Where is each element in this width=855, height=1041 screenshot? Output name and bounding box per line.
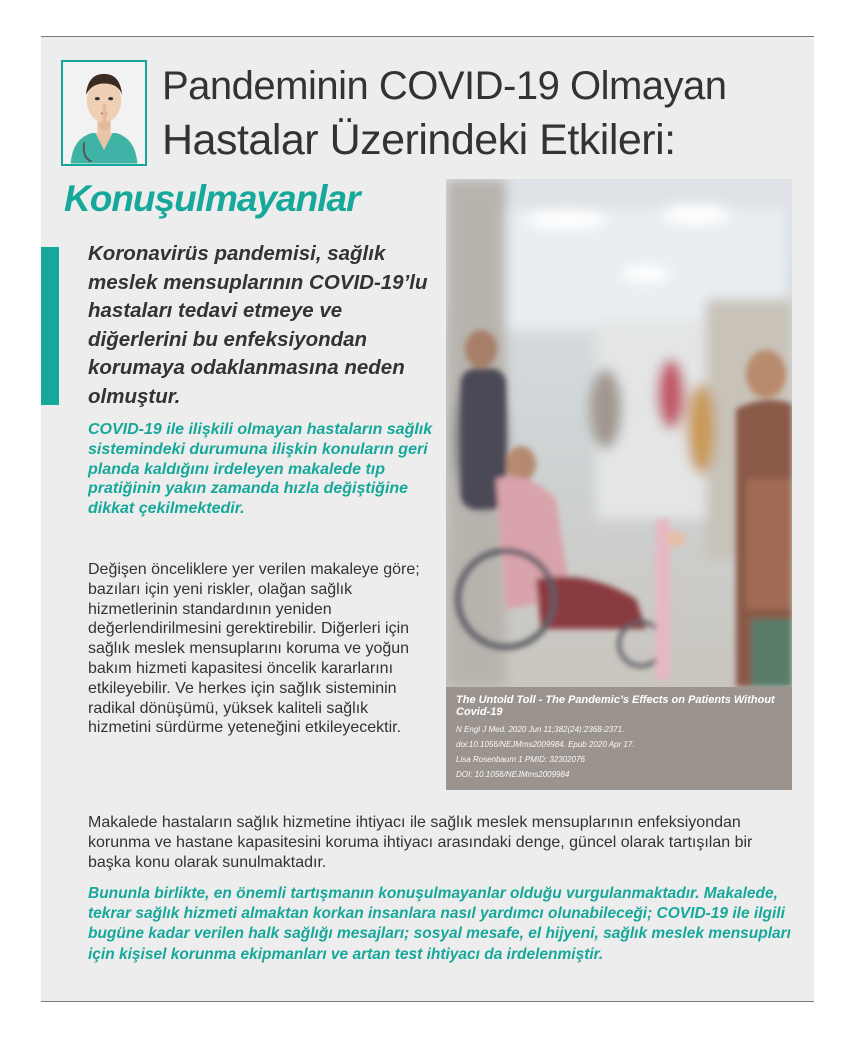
- caption-citation: N Engl J Med. 2020 Jun 11;382(24):2368-2371.: [456, 725, 625, 734]
- subtitle: Konuşulmayanlar: [64, 178, 360, 219]
- body-paragraph-1: Değişen önceliklere yer verilen makaleye göre; bazıları için yeni riskler, olağan sağlık hizmetlerinin standardının yeniden değerlendirilmesini gerektirebilir. Diğerleri için sağlık meslek mensuplarını koruma ve yoğun bakım hizmeti kapasitesi öncelik kararlarını etkileyebilir. Ve herkes için sağlık sisteminin radikal dönüşümü, yüksek kaliteli sağlık hizmetini sürdürme yeteneğini etkileyecektir.: [88, 561, 420, 737]
- nurse-avatar-icon: [61, 60, 147, 166]
- caption-doi-epub: doi:10.1056/NEJMms2009984. Epub 2020 Apr 17.: [456, 740, 635, 749]
- intro-paragraph: Koronavirüs pandemisi, sağlık meslek mensuplarının COVID-19’lu hastaları tedavi etmeye ve diğerlerini bu enfeksiyondan korumaya odaklanmasına neden olmuştur.: [88, 242, 428, 408]
- lead-paragraph: COVID-19 ile ilişkili olmayan hastaların sağlık sistemindeki durumuna ilişkin konuların geri planda kaldığını irdeleyen makalede tıp pratiğinin yakın zamanda hızla değiştiğine dikkat çekilmektedir.: [88, 421, 433, 518]
- accent-bar: [41, 247, 59, 405]
- caption-author-pmid: Lisa Rosenbaum 1 PMID: 32302076: [456, 755, 585, 764]
- closing-paragraph: Bununla birlikte, en önemli tartışmanın konuşulmayanlar olduğu vurgulanmaktadır. Makalede, tekrar sağlık hizmeti almaktan korkan insanlara nasıl yardımcı olunabileceği; COVID-19 ile ilgili bugüne kadar verilen halk sağlığı mesajları; sosyal mesafe, el hijyeni, sağlık meslek mensupları için kişisel korunma ekipmanları ve artan test ihtiyacı da irdelenmiştir.: [88, 885, 791, 963]
- body-paragraph-2: Makalede hastaların sağlık hizmetine ihtiyacı ile sağlık meslek mensuplarının enfeksiyondan korunma ve hastane kapasitesini koruma ihtiyacı arasındaki denge, güncel olarak tartışılan bir başka konu olarak sunulmaktadır.: [88, 814, 753, 871]
- hospital-corridor-photo: [446, 179, 792, 687]
- caption-doi: DOI: 10.1056/NEJMms2009984: [456, 770, 570, 779]
- title-line-2: Hastalar Üzerindeki Etkileri:: [162, 116, 676, 164]
- title-line-1: Pandeminin COVID-19 Olmayan: [162, 64, 727, 108]
- caption-title: The Untold Toll - The Pandemic’s Effects on Patients Without Covid-19: [456, 694, 775, 718]
- photo-caption: [446, 687, 792, 790]
